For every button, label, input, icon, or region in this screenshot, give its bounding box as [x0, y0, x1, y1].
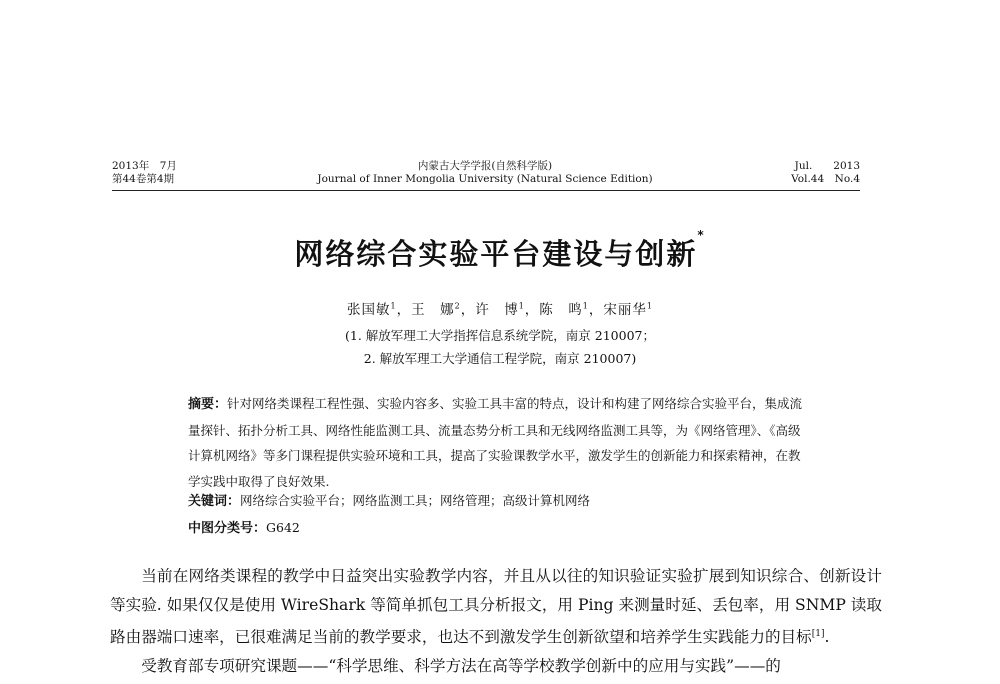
abstract-text: 针对网络类课程工程性强、实验内容多、实验工具丰富的特点，设计和构建了网络综合实验平台，集成流量探针、拓扑分析工具、网络性能监测工具、流量态势分析工具和无线网络监测工具等，为《网络管理》、《高级计算机网络》等多门课程提供实验环境和工具，提高了实验课教学水平，激发学生的创新能力和探索精神，在教学实践中取得了良好效果. [188, 396, 803, 489]
author: 张国敏 [347, 302, 391, 318]
classification-label: 中图分类号： [188, 521, 267, 536]
body-paragraph-end: . [824, 627, 830, 646]
paper-title [200, 228, 800, 273]
abstract-label: 摘要： [188, 397, 228, 412]
citation-reference[interactable]: [1] [811, 628, 825, 639]
author: 许 博 [475, 302, 519, 318]
journal-name [290, 160, 680, 186]
author: 王 娜 [411, 302, 455, 318]
author-list [200, 298, 800, 318]
author-separator: ， [460, 302, 476, 318]
author-affiliation-mark: 2 [454, 301, 461, 311]
header-date-english: Jul. 2013 [794, 160, 860, 172]
author-separator: ， [588, 302, 604, 318]
keywords [188, 490, 590, 509]
author-separator: ， [396, 302, 412, 318]
header-volume-issue-english: Vol.44 No.4 [791, 173, 860, 185]
author-affiliation-mark: 1 [582, 301, 589, 311]
affiliation-1: (1. 解放军理工大学指挥信息系统学院，南京 210007； [345, 328, 655, 343]
header-date: 2013年 7月 [112, 160, 177, 172]
classification-code: G642 [266, 520, 300, 535]
body-text [110, 562, 882, 680]
journal-name-chinese: 内蒙古大学学报(自然科学版) [417, 160, 553, 172]
body-paragraph [110, 562, 882, 652]
abstract [188, 391, 812, 494]
body-paragraph: 受教育部专项研究课题——“科学思维、科学方法在高等学校教学创新中的应用与实践”——的 [141, 656, 781, 675]
journal-name-english: Journal of Inner Mongolia University (Natural Science Edition) [317, 173, 653, 185]
author-affiliation-mark: 1 [390, 301, 397, 311]
classification-number [188, 517, 300, 536]
affiliation-2: 2. 解放军理工大学通信工程学院，南京 210007) [363, 351, 637, 366]
author-separator: ， [524, 302, 540, 318]
body-paragraph-text: 当前在网络类课程的教学中日益突出实验教学内容，并且从以往的知识验证实验扩展到知识综合、创新设计等实验. 如果仅仅是使用 WireShark 等简单抓包工具分析报文，用 Ping 来测量时延、丢包率，用 SNMP 读取路由器端口速率，已很难满足当前的教学要求，也达不到激发学生创新欲望和培养学生实践能力的目标 [110, 567, 882, 646]
journal-date-volume-english [740, 160, 860, 186]
author-affiliation-mark: 1 [518, 301, 525, 311]
author-affiliation-mark: 1 [646, 301, 653, 311]
header-volume-issue: 第44卷第4期 [112, 173, 175, 185]
keywords-label: 关键词： [188, 494, 241, 509]
paper-title-text: 网络综合实验平台建设与创新 [294, 237, 698, 271]
title-footnote-mark: * [697, 228, 706, 242]
header-rule [112, 190, 860, 191]
keywords-text: 网络综合实验平台；网络监测工具；网络管理；高级计算机网络 [240, 493, 591, 508]
author: 宋丽华 [603, 302, 647, 318]
author: 陈 鸣 [539, 302, 583, 318]
journal-date-volume [112, 160, 177, 186]
